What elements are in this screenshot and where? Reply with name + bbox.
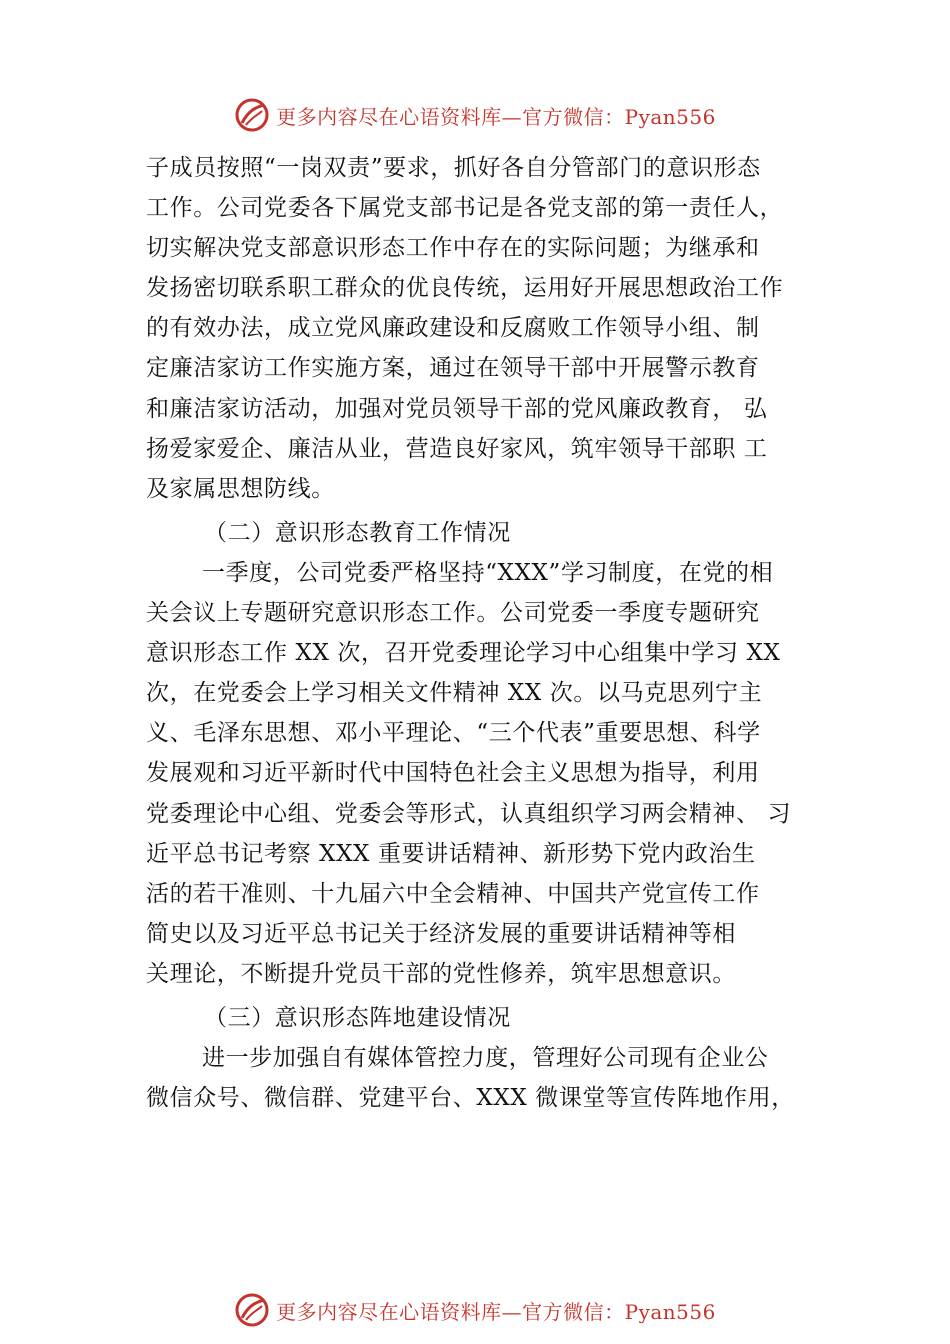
text-line: 简史以及习近平总书记关于经济发展的重要讲话精神等相 <box>146 920 736 947</box>
section-heading: （二）意识形态教育工作情况 <box>204 519 511 546</box>
text-line: 微信众号、微信群、党建平台、XXX 微课堂等宣传阵地作用， <box>146 1085 795 1112</box>
section-heading: （三）意识形态阵地建设情况 <box>204 1004 511 1031</box>
text-line: 发展观和习近平新时代中国特色社会主义思想为指导，利用 <box>146 760 760 787</box>
text-line: 定廉洁家访工作实施方案，通过在领导干部中开展警示教育 <box>146 355 760 382</box>
header-watermark <box>0 95 950 135</box>
text-line: 进一步加强自有媒体管控力度，管理好公司现有企业公 <box>202 1045 769 1072</box>
watermark-text: 更多内容尽在心语资料库—官方微信：Pyan556 <box>276 1299 716 1324</box>
text-line: 发扬密切联系职工群众的优良传统，运用好开展思想政治工作 <box>146 275 784 302</box>
text-line: 子成员按照“一岗双责”要求，抓好各自分管部门的意识形态 <box>146 155 761 181</box>
text-line: 活的若干准则、十九届六中全会精神、中国共产党宣传工作 <box>146 880 760 907</box>
text-line: 的有效办法，成立党风廉政建设和反腐败工作领导小组、制 <box>146 315 760 342</box>
text-line: 关会议上专题研究意识形态工作。公司党委一季度专题研究 <box>146 600 760 627</box>
text-line: 关理论，不断提升党员干部的党性修养，筑牢思想意识。 <box>146 960 736 987</box>
text-line: 意识形态工作 XX 次，召开党委理论学习中心组集中学习 XX <box>146 640 781 667</box>
text-line: 扬爱家爱企、廉洁从业，营造良好家风，筑牢领导干部职 工 <box>146 435 768 462</box>
text-line: 近平总书记考察 XXX 重要讲话精神、新形势下党内政治生 <box>146 840 756 867</box>
watermark-text: 更多内容尽在心语资料库—官方微信：Pyan556 <box>276 104 716 129</box>
swirl-logo-icon <box>234 97 270 133</box>
text-line: 切实解决党支部意识形态工作中存在的实际问题；为继承和 <box>146 235 760 262</box>
text-line: 和廉洁家访活动，加强对党员领导干部的党风廉政教育， 弘 <box>146 395 768 422</box>
text-line: 一季度，公司党委严格坚持“XXX”学习制度，在党的相 <box>202 559 774 586</box>
footer-watermark <box>0 1290 950 1330</box>
text-line: 工作。公司党委各下属党支部书记是各党支部的第一责任人， <box>146 195 784 222</box>
text-line: 及家属思想防线。 <box>146 475 335 502</box>
text-line: 党委理论中心组、党委会等形式，认真组织学习两会精神、 习 <box>146 800 792 827</box>
document-body <box>146 148 836 1118</box>
text-line: 次，在党委会上学习相关文件精神 XX 次。以马克思列宁主 <box>146 680 763 707</box>
text-line: 义、毛泽东思想、邓小平理论、“三个代表”重要思想、科学 <box>146 720 761 747</box>
swirl-logo-icon <box>234 1292 270 1328</box>
